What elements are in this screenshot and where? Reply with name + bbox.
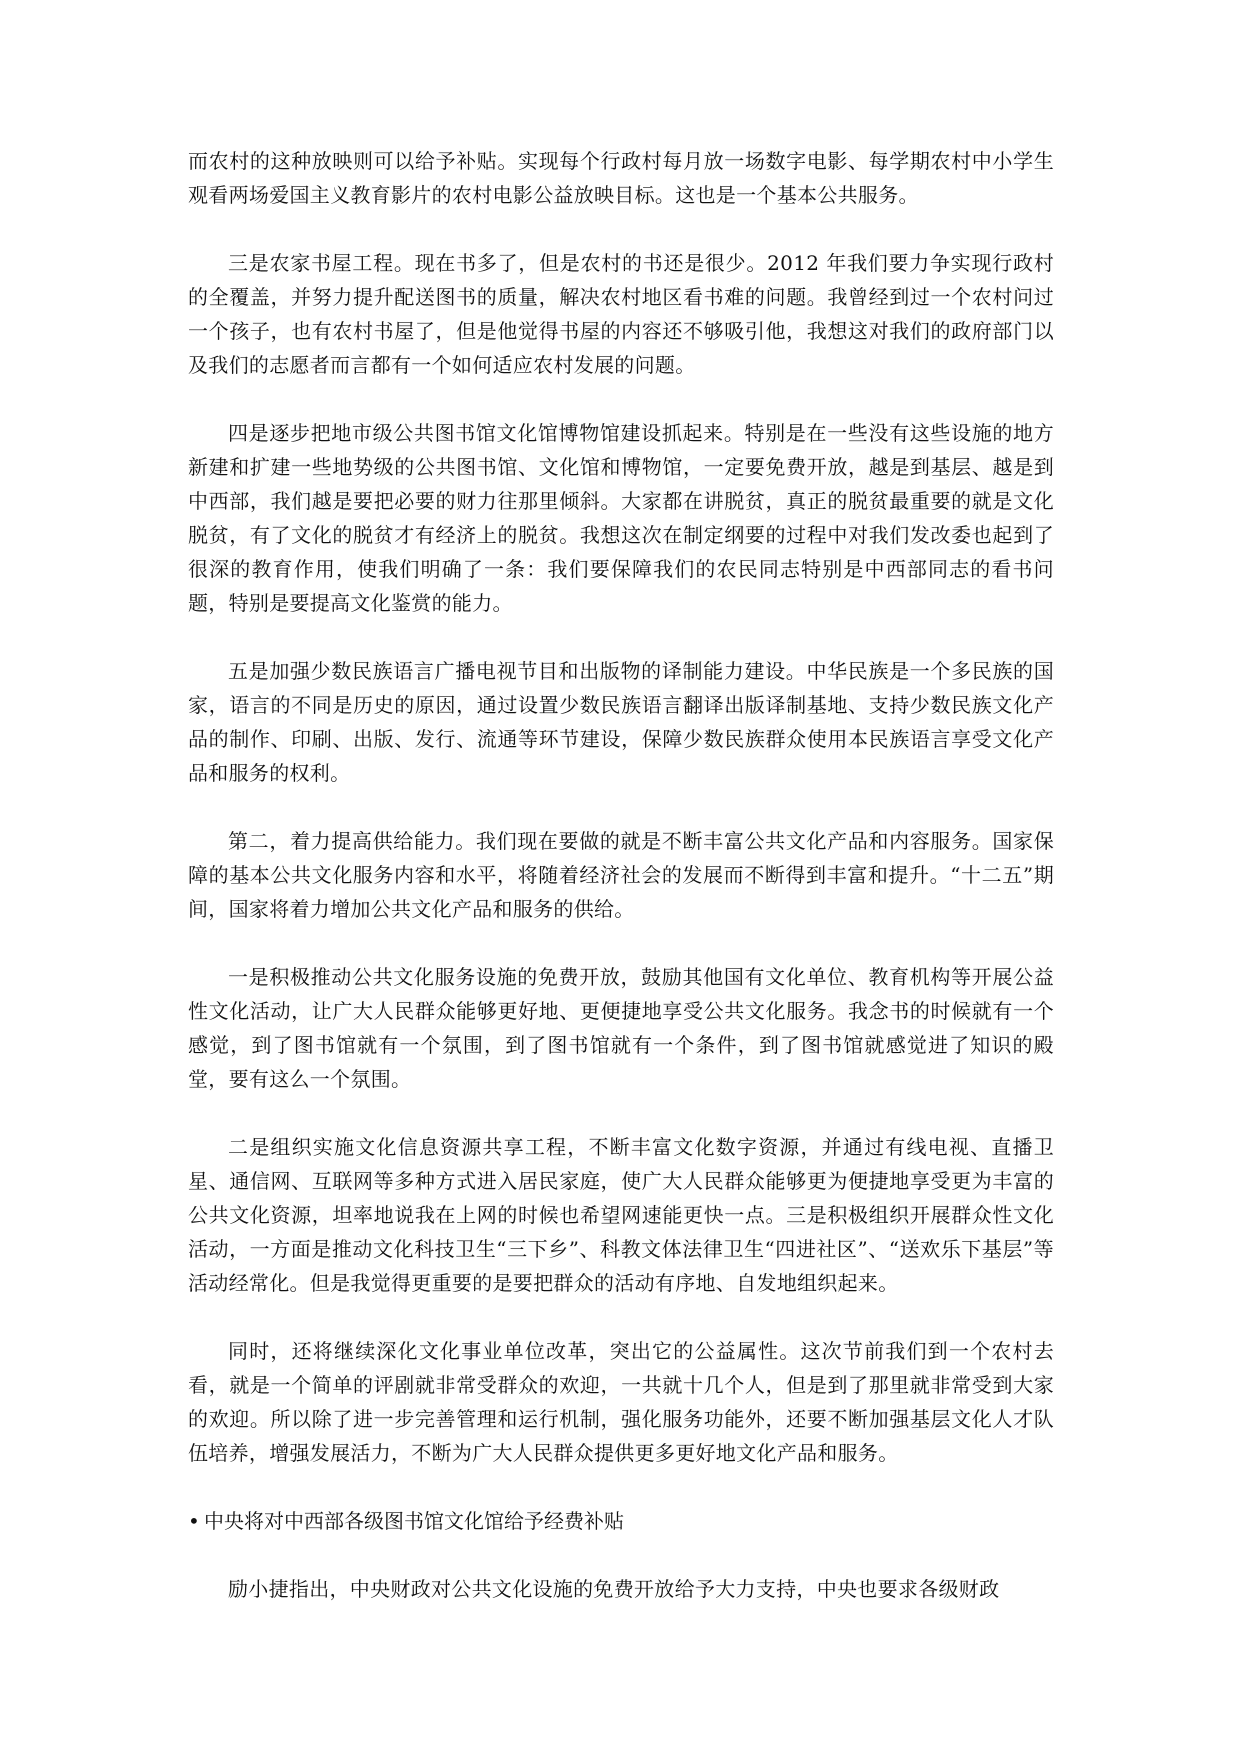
bullet-icon: • — [188, 1509, 200, 1533]
subheading-text: 中央将对中西部各级图书馆文化馆给予经费补贴 — [204, 1509, 624, 1533]
paragraph-supply-capacity: 第二，着力提高供给能力。我们现在要做的就是不断丰富公共文化产品和内容服务。国家保障的基本公共文化服务内容和水平，将随着经济社会的发展而不断得到丰富和提升。“十二五”期间，国家将着力增加公共文化产品和服务的供给。 — [188, 829, 1054, 921]
paragraph-central-funding: 励小捷指出，中央财政对公共文化设施的免费开放给予大力支持，中央也要求各级财政 — [228, 1577, 1000, 1601]
paragraph-minority-language-media: 五是加强少数民族语言广播电视节目和出版物的译制能力建设。中华民族是一个多民族的国家，语言的不同是历史的原因，通过设置少数民族语言翻译出版译制基地、支持少数民族文化产品的制作、印刷、出版、发行、流通等环节建设，保障少数民族群众使用本民族语言享受文化产品和服务的权利。 — [188, 659, 1054, 785]
document-body — [188, 144, 1054, 1640]
paragraph-institution-reform: 同时，还将继续深化文化事业单位改革，突出它的公益属性。这次节前我们到一个农村去看，就是一个简单的评剧就非常受群众的欢迎，一共就十几个人，但是到了那里就非常受到大家的欢迎。所以除了进一步完善管理和运行机制，强化服务功能外，还要不断加强基层文化人才队伍培养，增强发展活力，不断为广大人民群众提供更多更好地文化产品和服务。 — [188, 1339, 1054, 1465]
subheading-bullet-item — [188, 1504, 1054, 1538]
paragraph-prefecture-libraries: 四是逐步把地市级公共图书馆文化馆博物馆建设抓起来。特别是在一些没有这些设施的地方新建和扩建一些地势级的公共图书馆、文化馆和博物馆，一定要免费开放，越是到基层、越是到中西部，我们越是要把必要的财力往那里倾斜。大家都在讲脱贫，真正的脱贫最重要的就是文化脱贫，有了文化的脱贫才有经济上的脱贫。我想这次在制定纲要的过程中对我们发改委也起到了很深的教育作用，使我们明确了一条：我们要保障我们的农民同志特别是中西部同志的看书问题，特别是要提高文化鉴赏的能力。 — [188, 421, 1054, 615]
paragraph-farmhouse-library: 三是农家书屋工程。现在书多了，但是农村的书还是很少。2012 年我们要力争实现行政村的全覆盖，并努力提升配送图书的质量，解决农村地区看书难的问题。我曾经到过一个农村问过一个孩子，也有农村书屋了，但是他觉得书屋的内容还不够吸引他，我想这对我们的政府部门以及我们的志愿者而言都有一个如何适应农村发展的问题。 — [188, 251, 1054, 377]
paragraph-rural-film-subsidy: 而农村的这种放映则可以给予补贴。实现每个行政村每月放一场数字电影、每学期农村中小学生观看两场爱国主义教育影片的农村电影公益放映目标。这也是一个基本公共服务。 — [188, 149, 1054, 207]
paragraph-free-opening: 一是积极推动公共文化服务设施的免费开放，鼓励其他国有文化单位、教育机构等开展公益性文化活动，让广大人民群众能够更好地、更便捷地享受公共文化服务。我念书的时候就有一个感觉，到了图书馆就有一个氛围，到了图书馆就有一个条件，到了图书馆就感觉进了知识的殿堂，要有这么一个氛围。 — [188, 965, 1054, 1091]
paragraph-resource-sharing: 二是组织实施文化信息资源共享工程，不断丰富文化数字资源，并通过有线电视、直播卫星、通信网、互联网等多种方式进入居民家庭，使广大人民群众能够更为便捷地享受更为丰富的公共文化资源，坦率地说我在上网的时候也希望网速能更快一点。三是积极组织开展群众性文化活动，一方面是推动文化科技卫生“三下乡”、科教文体法律卫生“四进社区”、“送欢乐下基层”等活动经常化。但是我觉得更重要的是要把群众的活动有序地、自发地组织起来。 — [188, 1135, 1054, 1295]
